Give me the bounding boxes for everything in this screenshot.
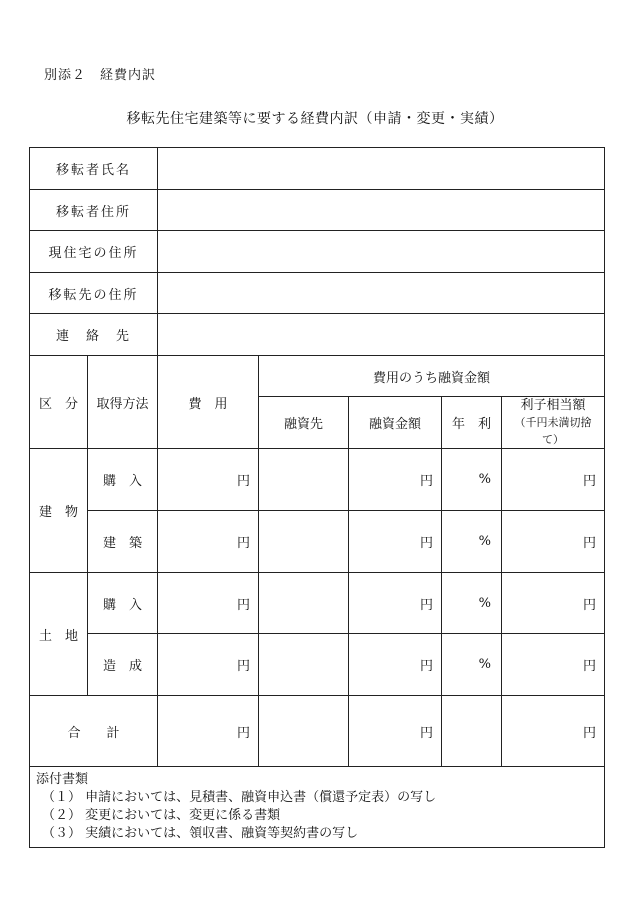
info-value-name[interactable] bbox=[158, 148, 605, 190]
attachments-row bbox=[30, 767, 605, 848]
method-purchase: 購 入 bbox=[88, 573, 158, 634]
header-annual-rate: 年 利 bbox=[442, 397, 502, 449]
lender-cell[interactable] bbox=[259, 573, 349, 634]
header-row-1 bbox=[30, 356, 605, 397]
lender-cell[interactable] bbox=[259, 634, 349, 696]
annual-rate-cell[interactable]: % bbox=[442, 449, 502, 511]
loan-amount-cell[interactable]: 円 bbox=[349, 573, 442, 634]
cost-cell[interactable]: 円 bbox=[158, 511, 259, 573]
info-row-contact bbox=[30, 314, 605, 356]
annual-rate-cell[interactable]: % bbox=[442, 511, 502, 573]
info-value-address[interactable] bbox=[158, 190, 605, 231]
info-row-current-home bbox=[30, 231, 605, 273]
cost-cell[interactable]: 円 bbox=[158, 449, 259, 511]
header-interest-note: （千円未満切捨て） bbox=[514, 416, 592, 446]
lender-cell[interactable] bbox=[259, 449, 349, 511]
header-category: 区 分 bbox=[30, 356, 88, 449]
annual-rate-cell[interactable]: % bbox=[442, 573, 502, 634]
table-row bbox=[30, 573, 605, 634]
info-label-destination: 移転先の住所 bbox=[30, 273, 158, 314]
info-value-destination[interactable] bbox=[158, 273, 605, 314]
info-row-name bbox=[30, 148, 605, 190]
header-loan-amount: 融資金額 bbox=[349, 397, 442, 449]
attachment-item: （１） 申請においては、見積書、融資申込書（償還予定表）の写し bbox=[42, 790, 437, 805]
cost-cell[interactable]: 円 bbox=[158, 634, 259, 696]
info-label-contact: 連 絡 先 bbox=[30, 314, 158, 356]
interest-cell[interactable]: 円 bbox=[502, 634, 605, 696]
info-label-address: 移転者住所 bbox=[30, 190, 158, 231]
table-row bbox=[30, 634, 605, 696]
lender-cell[interactable] bbox=[259, 511, 349, 573]
expense-breakdown-table bbox=[29, 147, 605, 848]
interest-cell[interactable]: 円 bbox=[502, 511, 605, 573]
total-row bbox=[30, 696, 605, 767]
header-cost: 費 用 bbox=[158, 356, 259, 449]
cost-cell[interactable]: 円 bbox=[158, 573, 259, 634]
total-lender-cell bbox=[259, 696, 349, 767]
info-value-current-home[interactable] bbox=[158, 231, 605, 273]
attachments-section bbox=[30, 767, 605, 848]
method-construction: 建 築 bbox=[88, 511, 158, 573]
attachments-heading: 添付書類 bbox=[36, 772, 89, 787]
header-financing: 費用のうち融資金額 bbox=[259, 356, 605, 397]
loan-amount-cell[interactable]: 円 bbox=[349, 634, 442, 696]
category-land: 土 地 bbox=[30, 573, 88, 696]
info-label-current-home: 現住宅の住所 bbox=[30, 231, 158, 273]
total-loan-amount-cell[interactable]: 円 bbox=[349, 696, 442, 767]
interest-cell[interactable]: 円 bbox=[502, 449, 605, 511]
method-purchase: 購 入 bbox=[88, 449, 158, 511]
category-building: 建 物 bbox=[30, 449, 88, 573]
loan-amount-cell[interactable]: 円 bbox=[349, 449, 442, 511]
table-row bbox=[30, 511, 605, 573]
interest-cell[interactable]: 円 bbox=[502, 573, 605, 634]
total-cost-cell[interactable]: 円 bbox=[158, 696, 259, 767]
header-method: 取得方法 bbox=[88, 356, 158, 449]
info-row-address bbox=[30, 190, 605, 231]
document-title: 移転先住宅建築等に要する経費内訳（申請・変更・実績） bbox=[126, 111, 504, 127]
header-lender: 融資先 bbox=[259, 397, 349, 449]
total-label: 合 計 bbox=[30, 696, 158, 767]
attachment-item: （３） 実績においては、領収書、融資等契約書の写し bbox=[42, 826, 359, 841]
info-label-name: 移転者氏名 bbox=[30, 148, 158, 190]
total-interest-cell[interactable]: 円 bbox=[502, 696, 605, 767]
total-rate-cell bbox=[442, 696, 502, 767]
attachment-item: （２） 変更においては、変更に係る書類 bbox=[42, 808, 281, 823]
annual-rate-cell[interactable]: % bbox=[442, 634, 502, 696]
header-interest bbox=[502, 397, 605, 449]
loan-amount-cell[interactable]: 円 bbox=[349, 511, 442, 573]
table-row bbox=[30, 449, 605, 511]
info-row-destination bbox=[30, 273, 605, 314]
header-interest-label: 利子相当額 bbox=[520, 398, 586, 413]
annex-label: 別添２ 経費内訳 bbox=[44, 68, 157, 83]
method-land-preparation: 造 成 bbox=[88, 634, 158, 696]
info-value-contact[interactable] bbox=[158, 314, 605, 356]
